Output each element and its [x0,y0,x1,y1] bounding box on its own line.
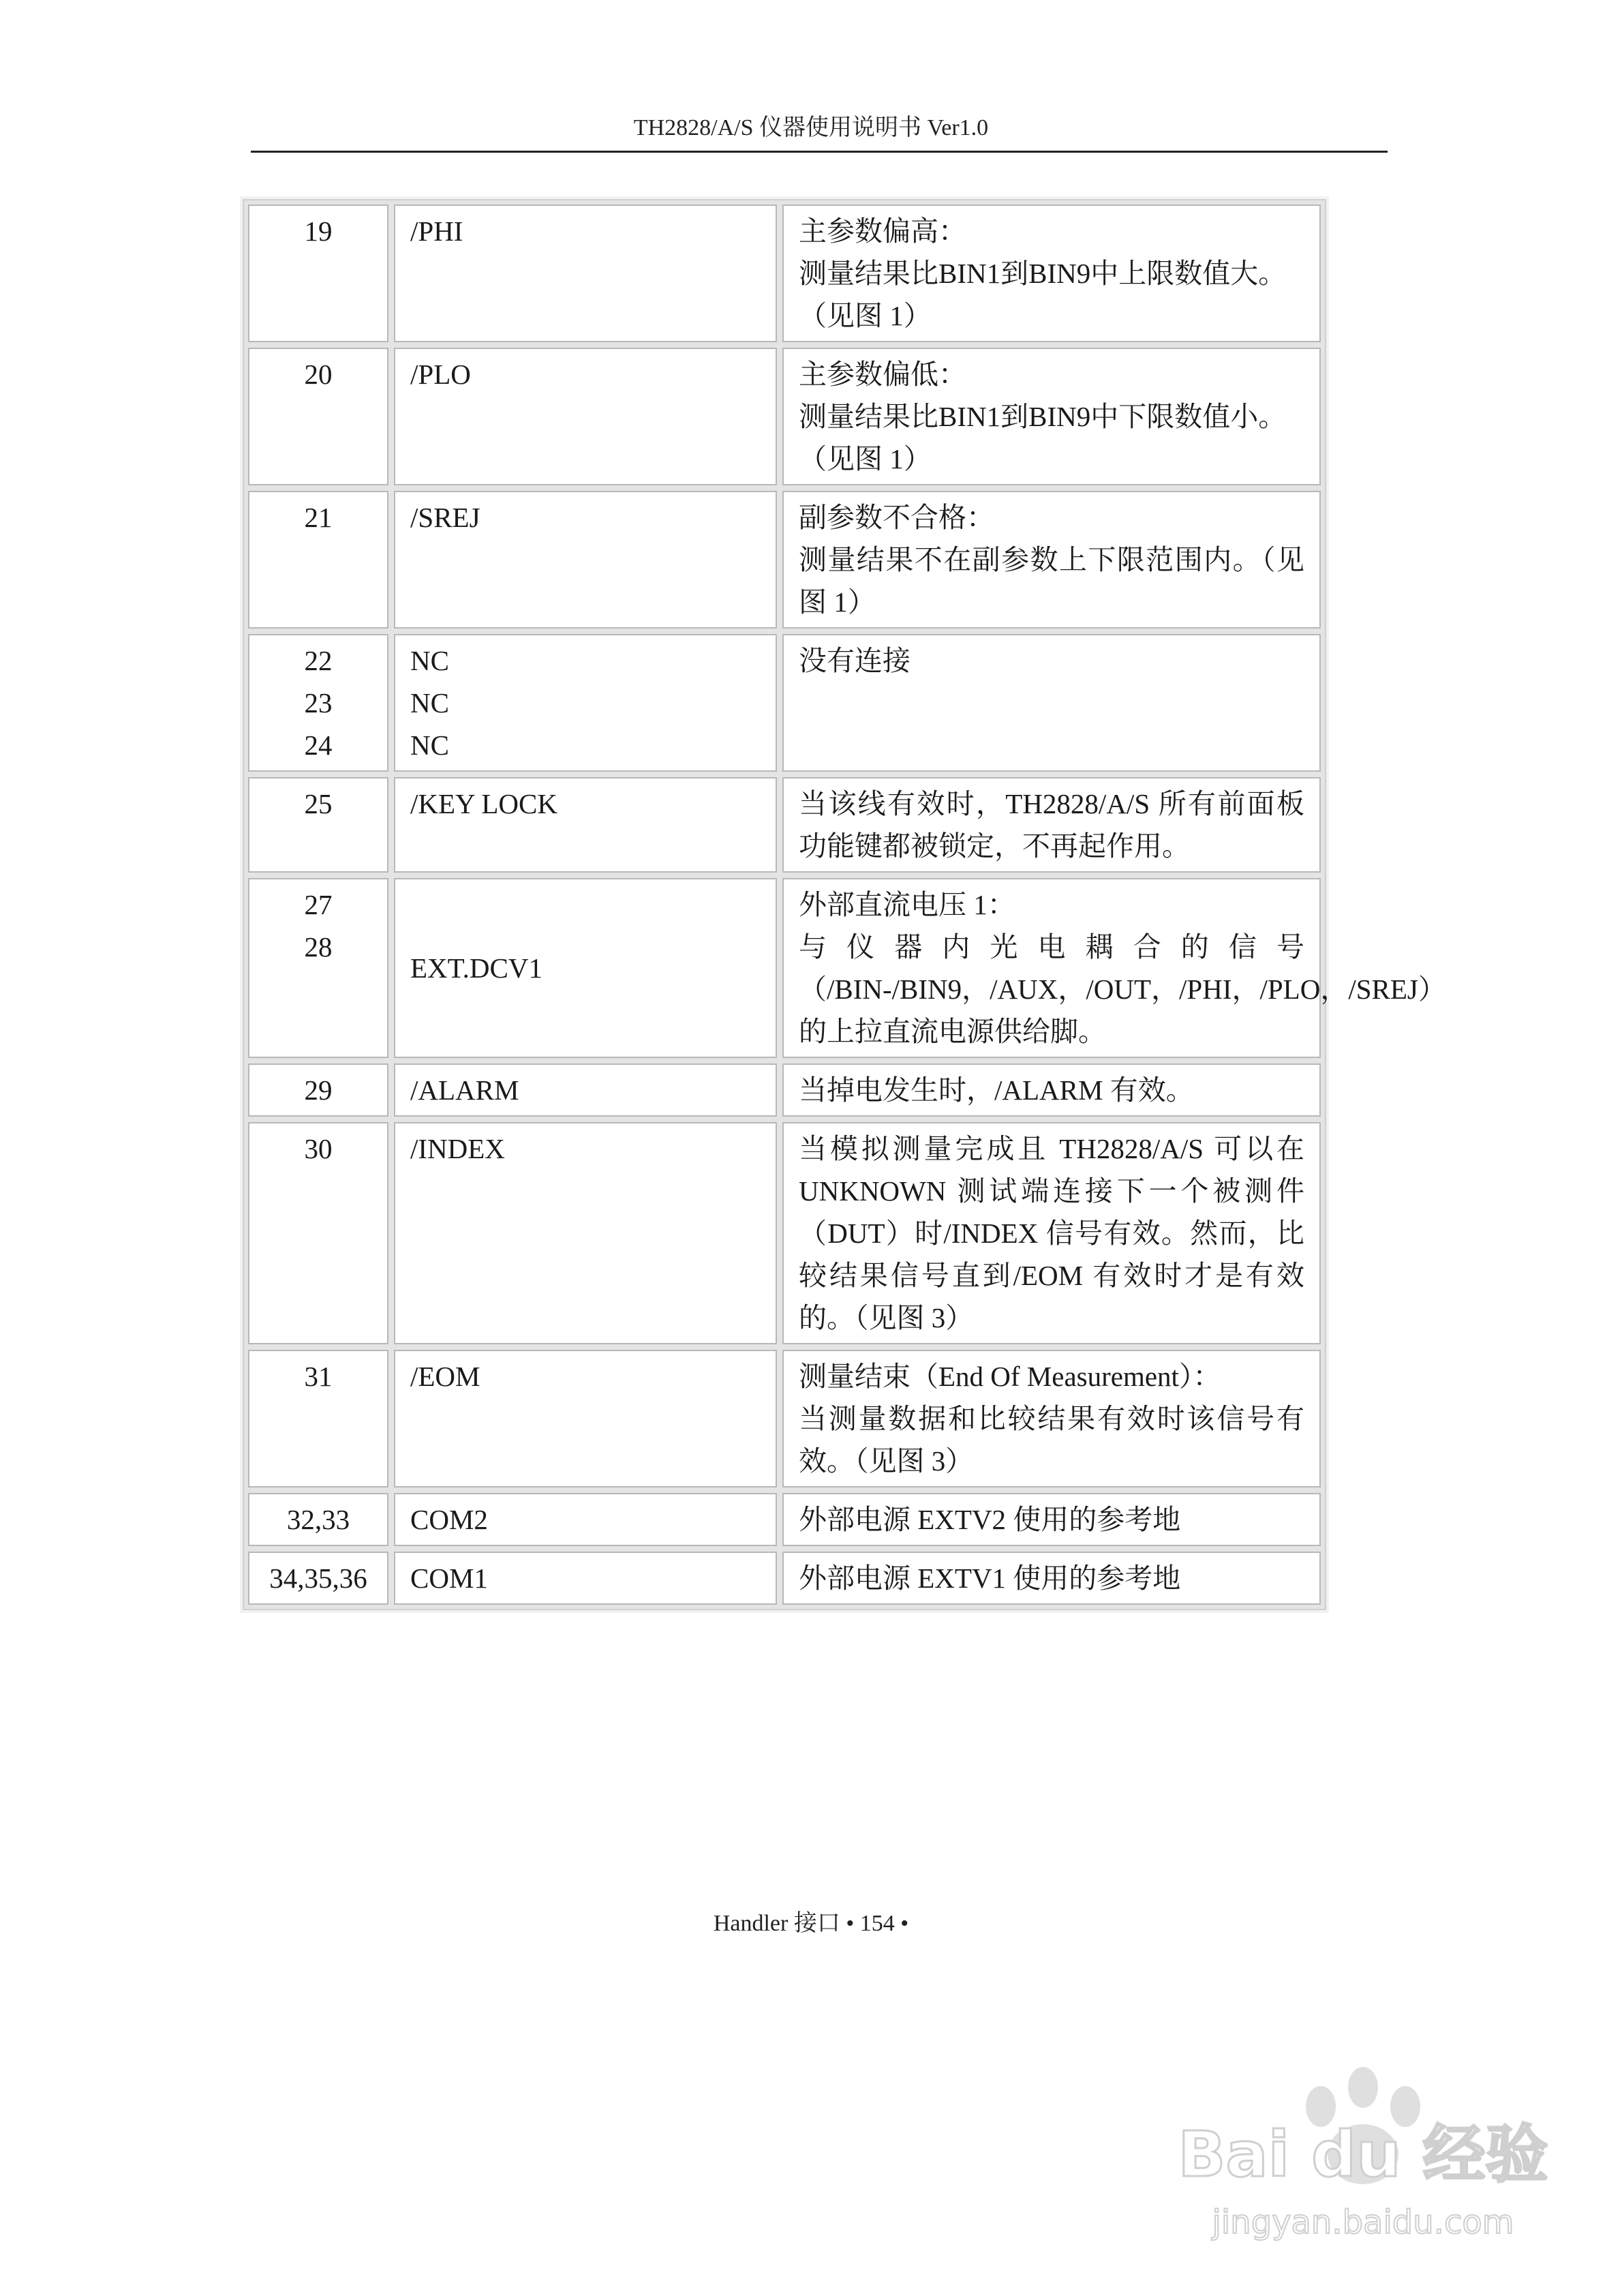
watermark-brand: Bai du 经验 [1178,2118,1548,2191]
signal-name-cell [394,1063,777,1117]
description-line: 副参数不合格： [799,502,994,533]
pin-number-cell [248,205,388,342]
description-cell [782,348,1321,485]
pin-number-cell [248,491,388,629]
description-cell [782,491,1321,629]
pin-number-cell [248,777,388,873]
signal-name: /SREJ [410,502,480,533]
description-line: 当测量数据和比较结果有效时该信号有效。（见图 3） [799,1403,1304,1477]
table-row [248,205,1321,342]
pin-number: 21 [304,502,333,533]
pin-number: 30 [304,1133,333,1164]
description-line: （见图 1） [799,300,932,331]
description-cell [782,1493,1321,1546]
watermark-url: jingyan.baidu.com [1212,2203,1514,2241]
table-row [248,491,1321,629]
description-cell [782,878,1446,1058]
signal-name: EXT.DCV1 [410,952,542,984]
table-row [248,1063,1321,1117]
description-cell [782,1350,1321,1487]
pin-table-frame [240,196,1446,1613]
signal-name: /PHI [410,215,463,247]
description-cell [782,1552,1321,1605]
signal-name-cell [394,205,777,342]
pin-number: 28 [304,931,333,963]
description-line: 当该线有效时，TH2828/A/S 所有前面板功能键都被锁定，不再起作用。 [799,788,1304,862]
pin-number: 27 [304,889,333,920]
signal-name: COM2 [410,1504,488,1535]
description-line: 没有连接 [799,645,911,676]
pin-number: 22 [304,645,333,676]
table-row [248,1493,1321,1546]
pin-number: 19 [304,215,333,247]
pin-table [243,199,1446,1610]
pin-number: 31 [304,1361,333,1392]
pin-number-cell [248,348,388,485]
signal-name: /PLO [410,359,471,390]
signal-name: NC [410,729,449,761]
description-cell [782,777,1321,873]
description-line: 主参数偏高： [799,215,966,247]
pin-number: 29 [304,1074,333,1106]
description-line: 主参数偏低： [799,359,966,390]
table-row [248,777,1321,873]
description-cell [782,634,1321,772]
pin-number-cell [248,634,388,772]
description-cell [782,1122,1321,1344]
baidu-jingyan-watermark [1159,2052,1567,2256]
table-row [248,1350,1321,1487]
pin-number-cell [248,878,388,1058]
pin-number: 23 [304,687,333,719]
description-line: 当掉电发生时，/ALARM 有效。 [799,1074,1194,1106]
pin-table-body [248,205,1446,1605]
signal-name-cell [394,1493,777,1546]
table-row [248,348,1321,485]
description-line: 与仪器内光电耦合的信号（/BIN-/BIN9，/AUX，/OUT，/PHI，/PLO，/SREJ）的上拉直流电源供给脚。 [799,931,1446,1047]
signal-name-cell [394,491,777,629]
pin-number: 32,33 [286,1504,350,1535]
description-line: 测量结束（End Of Measurement）： [799,1361,1221,1392]
description-line: （见图 1） [799,443,932,474]
signal-name: /EOM [410,1361,480,1392]
pin-number-cell [248,1552,388,1605]
description-line: 测量结果比BIN1到BIN9中上限数值大。 [799,258,1287,289]
signal-name-cell [394,777,777,873]
pin-number: 34,35,36 [269,1562,367,1594]
signal-name: NC [410,687,449,719]
pin-number-cell [248,1350,388,1487]
signal-name-cell [394,634,777,772]
pin-number: 25 [304,788,333,819]
description-cell [782,1063,1321,1117]
header-rule [251,151,1388,153]
table-row [248,1552,1321,1605]
pin-number: 20 [304,359,333,390]
description-line: 当模拟测量完成且 TH2828/A/S 可以在 UNKNOWN 测试端连接下一个被测件（DUT）时/INDEX 信号有效。然而，比较结果信号直到/EOM 有效时才是有效的。（见图 3） [799,1133,1304,1333]
signal-name: /INDEX [410,1133,505,1164]
signal-name-cell [394,348,777,485]
signal-name: /KEY LOCK [410,788,557,819]
signal-name-cell [394,1552,777,1605]
description-line: 外部电源 EXTV2 使用的参考地 [799,1504,1181,1535]
pin-number-cell [248,1493,388,1546]
description-cell [782,205,1321,342]
table-row [248,1122,1321,1344]
signal-name-cell [394,878,777,1058]
signal-name: NC [410,645,449,676]
description-line: 外部电源 EXTV1 使用的参考地 [799,1562,1181,1594]
page-header-title: TH2828/A/S 仪器使用说明书 Ver1.0 [633,115,989,140]
pin-number: 24 [304,729,333,761]
page-footer: Handler 接口 • 154 • [713,1911,909,1936]
description-line: 测量结果比BIN1到BIN9中下限数值小。 [799,401,1287,432]
table-row [248,634,1321,772]
signal-name-cell [394,1122,777,1344]
table-row [248,878,1321,1058]
pin-number-cell [248,1063,388,1117]
pin-number-cell [248,1122,388,1344]
signal-name: COM1 [410,1562,488,1594]
description-line: 测量结果不在副参数上下限范围内。（见图 1） [799,544,1304,618]
description-line: 外部直流电压 1： [799,889,1015,920]
signal-name-cell [394,1350,777,1487]
signal-name: /ALARM [410,1074,519,1106]
